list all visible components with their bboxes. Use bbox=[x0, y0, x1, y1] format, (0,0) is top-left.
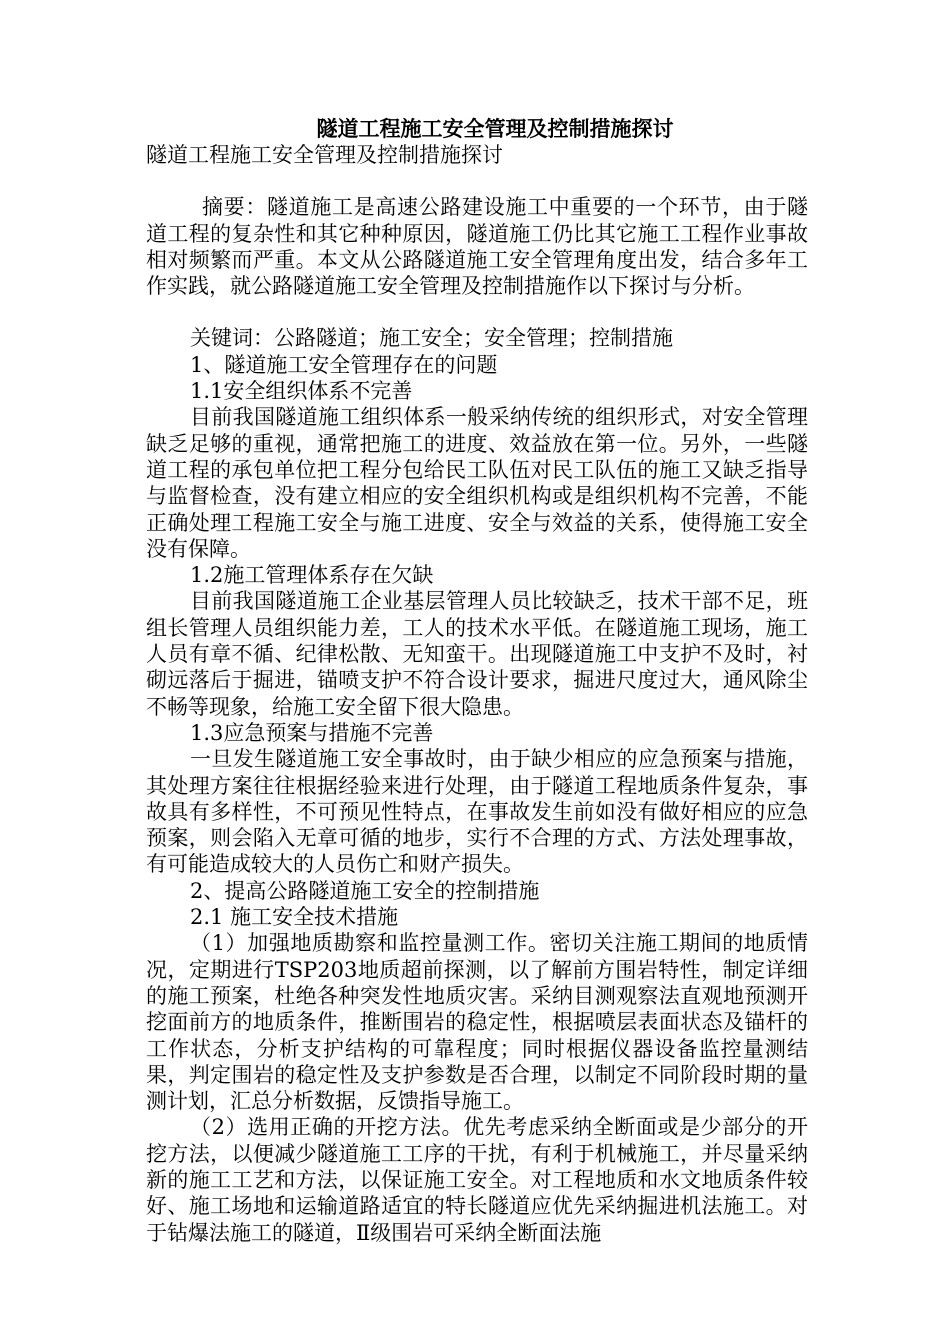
section-heading: 1.1安全组织体系不完善 bbox=[190, 379, 413, 404]
section-heading: 2.1 施工安全技术措施 bbox=[190, 905, 399, 930]
body-paragraph: （1）加强地质勘察和监控量测工作。密切关注施工期间的地质情况，定期进行TSP203地质超前探测，以了解前方围岩特性，制定详细的施工预案，杜绝各种突发性地质灾害。采纳目测观察法直观地预测开挖面前方的地质条件，推断围岩的稳定性，根据喷层表面状态及锚杆的工作状态，分析支护结构的可靠程度；同时根据仪器设备监控量测结果，判定围岩的稳定性及支护参数是否合理，以制定不同阶段时期的量测计划，汇总分析数据，反馈指导施工。 bbox=[146, 931, 808, 1114]
document-subtitle: 隧道工程施工安全管理及控制措施探讨 bbox=[146, 143, 503, 167]
document-body bbox=[146, 352, 808, 1246]
body-paragraph: 目前我国隧道施工企业基层管理人员比较缺乏，技术干部不足，班组长管理人员组织能力差，工人的技术水平低。在隧道施工现场，施工人员有章不循、纪律松散、无知蛮干。出现隧道施工中支护不及时，衬砌远落后于掘进，锚喷支护不符合设计要求，掘进尺度过大，通风除尘不畅等现象，给施工安全留下很大隐患。 bbox=[146, 589, 808, 719]
section-heading: 2、提高公路隧道施工安全的控制措施 bbox=[190, 878, 540, 903]
document-title: 隧道工程施工安全管理及控制措施探讨 bbox=[316, 116, 674, 141]
section-heading: 1.2施工管理体系存在欠缺 bbox=[190, 563, 434, 588]
section-heading: 1.3应急预案与措施不完善 bbox=[190, 720, 434, 745]
section-heading: 1、隧道施工安全管理存在的问题 bbox=[190, 352, 498, 377]
abstract-paragraph: 摘要：隧道施工是高速公路建设施工中重要的一个环节，由于隧道工程的复杂性和其它种种原因，隧道施工仍比其它施工工程作业事故相对频繁而严重。本文从公路隧道施工安全管理角度出发，结合多年工作实践，就公路隧道施工安全管理及控制措施作以下探讨与分析。 bbox=[146, 195, 808, 299]
keywords-line: 关键词：公路隧道；施工安全；安全管理；控制措施 bbox=[190, 326, 673, 351]
body-paragraph: （2）选用正确的开挖方法。优先考虑采纳全断面或是少部分的开挖方法，以便减少隧道施工工序的干扰，有利于机械施工，并尽量采纳新的施工工艺和方法，以保证施工安全。对工程地质和水文地质条件较好、施工场地和运输道路适宜的特长隧道应优先采纳掘进机法施工。对于钻爆法施工的隧道，Ⅱ级围岩可采纳全断面法施 bbox=[146, 1115, 808, 1245]
document-page bbox=[146, 116, 808, 1246]
body-paragraph: 目前我国隧道施工组织体系一般采纳传统的组织形式，对安全管理缺乏足够的重视，通常把施工的进度、效益放在第一位。另外，一些隧道工程的承包单位把工程分包给民工队伍对民工队伍的施工又缺乏指导与监督检查，没有建立相应的安全组织机构或是组织机构不完善，不能正确处理工程施工安全与施工进度、安全与效益的关系，使得施工安全没有保障。 bbox=[146, 405, 808, 561]
body-paragraph: 一旦发生隧道施工安全事故时，由于缺少相应的应急预案与措施，其处理方案往往根据经验来进行处理，由于隧道工程地质条件复杂，事故具有多样性，不可预见性特点，在事故发生前如没有做好相应的应急预案，则会陷入无章可循的地步，实行不合理的方式、方法处理事故，有可能造成较大的人员伤亡和财产损失。 bbox=[146, 747, 808, 877]
